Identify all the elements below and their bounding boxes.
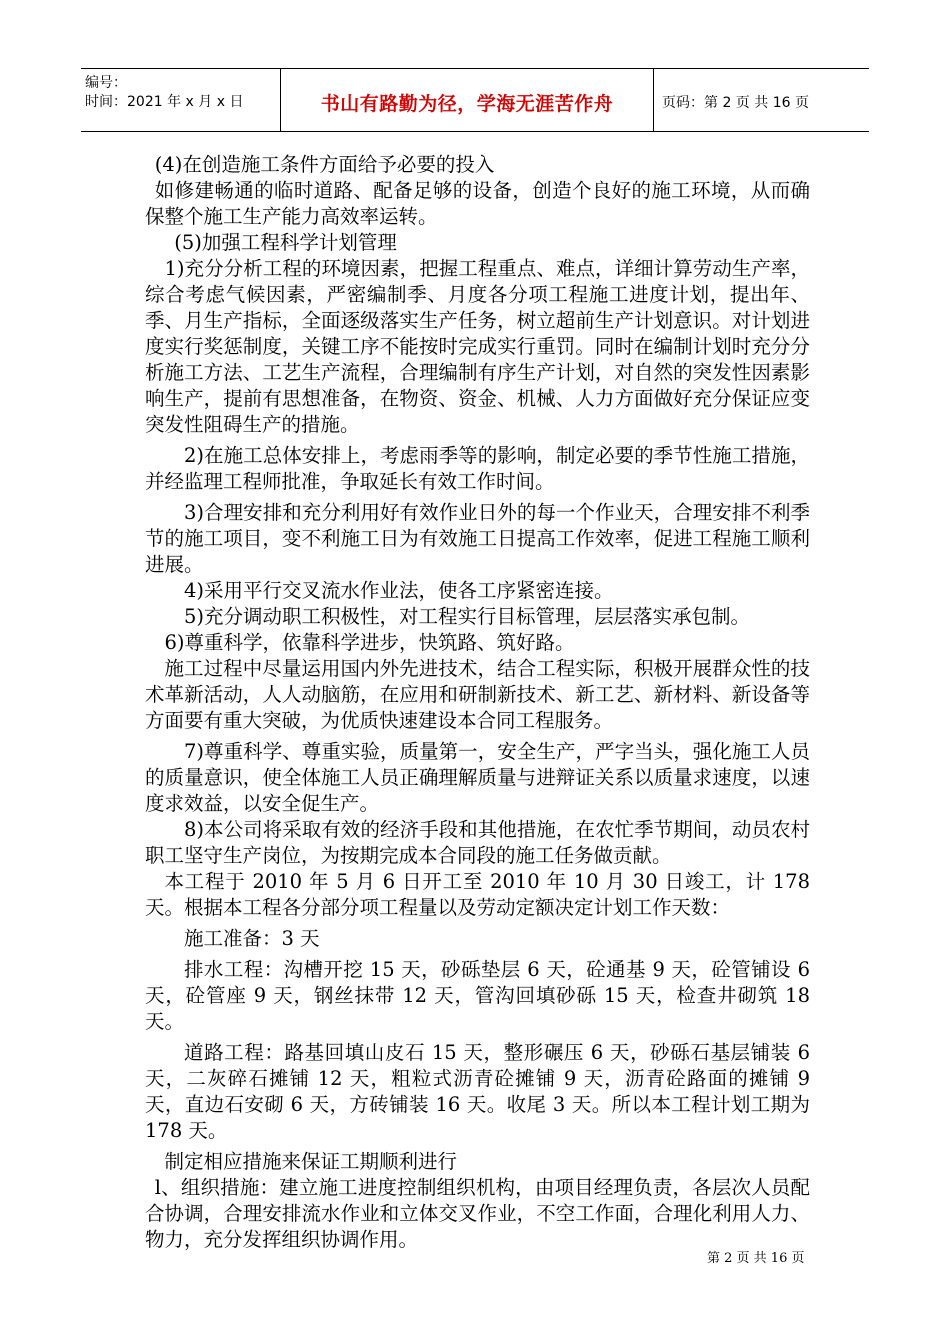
header-left-cell xyxy=(81,69,281,131)
document-time-label: 时间：2021 年 x 月 x 日 xyxy=(85,94,244,110)
paragraph-road-works: 道路工程：路基回填山皮石 15 天，整形碾压 6 天，砂砾石基层铺装 6 天，二灰碎石摊铺 12 天，粗粒式沥青砼摊铺 9 天，沥青砼路面的摊铺 9 天，直边石安砌 6 天，方砖铺装 16 天。收尾 3 天。所以本工程计划工期为 178 天。 xyxy=(145,1041,810,1142)
page-footer: 第 2 页 共 16 页 xyxy=(707,1251,805,1266)
paragraph-organization-measures: l、组织措施：建立施工进度控制组织机构，由项目经理负责，各层次人员配合协调，合理安排流水作业和立体交叉作业，不空工作面，合理化利用人力、物力，充分发挥组织协调作用。 xyxy=(145,1176,810,1251)
header-page-cell xyxy=(654,69,869,131)
paragraph-item-4: 4)采用平行交叉流水作业法，使各工序紧密连接。 xyxy=(184,579,614,602)
paragraph-drainage: 排水工程：沟槽开挖 15 天，砂砾垫层 6 天，砼通基 9 天，砼管铺设 6 天，砼管座 9 天，钢丝抹带 12 天，管沟回填砂砾 15 天，检查井砌筑 18 天。 xyxy=(145,958,810,1033)
paragraph-item-5: 5)充分调动职工积极性，对工程实行目标管理，层层落实承包制。 xyxy=(184,605,751,628)
paragraph-item-6: 6)尊重科学，依靠科学进步，快筑路、筑好路。 xyxy=(164,631,575,654)
paragraph-item-1: 1)充分分析工程的环境因素，把握工程重点、难点，详细计算劳动生产率，综合考虑气候因素，严密编制季、月度各分项工程施工进度计划，提出年、季、月生产指标，全面逐级落实生产任务，树立超前生产计划意识。对计划进度实行奖惩制度，关键工序不能按时完成实行重罚。同时在编制计划时充分分析施工方法、工艺生产流程，合理编制有序生产计划，对自然的突发性因素影响生产，提前有思想准备，在物资、资金、机械、人力方面做好充分保证应变突发性阻碍生产的措施。 xyxy=(145,257,810,436)
document-body xyxy=(145,152,810,1253)
header-page-info: 页码：第 2 页 共 16 页 xyxy=(662,95,809,111)
paragraph-schedule: 本工程于 2010 年 5 月 6 日开工至 2010 年 10 月 30 日竣工，计 178 天。根据本工程各分部分项工程量以及劳动定额决定计划工作天数： xyxy=(145,870,810,919)
paragraph-item-2: 2)在施工总体安排上，考虑雨季等的影响，制定必要的季节性施工措施，并经监理工程师批准，争取延长有效工作时间。 xyxy=(145,444,810,493)
paragraph-construction-investment: 如修建畅通的临时道路、配备足够的设备，创造个良好的施工环境，从而确保整个施工生产能力高效率运转。 xyxy=(145,179,810,228)
paragraph-item-3: 3)合理安排和充分利用好有效作业日外的每一个作业天，合理安排不利季节的施工项目，变不利施工日为有效施工日提高工作效率，促进工程施工顺利进展。 xyxy=(145,501,810,576)
paragraph-technology: 施工过程中尽量运用国内外先进技术，结合工程实际，积极开展群众性的技术革新活动，人人动脑筋，在应用和研制新技术、新工艺、新材料、新设备等方面要有重大突破，为优质快速建设本合同工程服务。 xyxy=(145,657,810,732)
paragraph-preparation: 施工准备：3 天 xyxy=(184,927,320,950)
header-motto: 书山有路勤为径，学海无涯苦作舟 xyxy=(320,93,614,115)
paragraph-item-7: 7)尊重科学、尊重实验，质量第一，安全生产，严字当头，强化施工人员的质量意识，使全体施工人员正确理解质量与进辩证关系以质量求速度，以速度求效益，以安全促生产。 xyxy=(145,740,810,815)
paragraph-measures-heading: 制定相应措施来保证工期顺利进行 xyxy=(164,1150,458,1173)
section-heading-4: (4)在创造施工条件方面给予必要的投入 xyxy=(154,153,495,176)
section-heading-5: (5)加强工程科学计划管理 xyxy=(174,231,397,254)
page-header xyxy=(81,68,869,132)
document-number-label: 编号： xyxy=(85,75,127,91)
paragraph-item-8: 8)本公司将采取有效的经济手段和其他措施，在农忙季节期间，动员农村职工坚守生产岗位，为按期完成本合同段的施工任务做贡献。 xyxy=(145,818,810,867)
header-motto-cell xyxy=(281,69,654,131)
